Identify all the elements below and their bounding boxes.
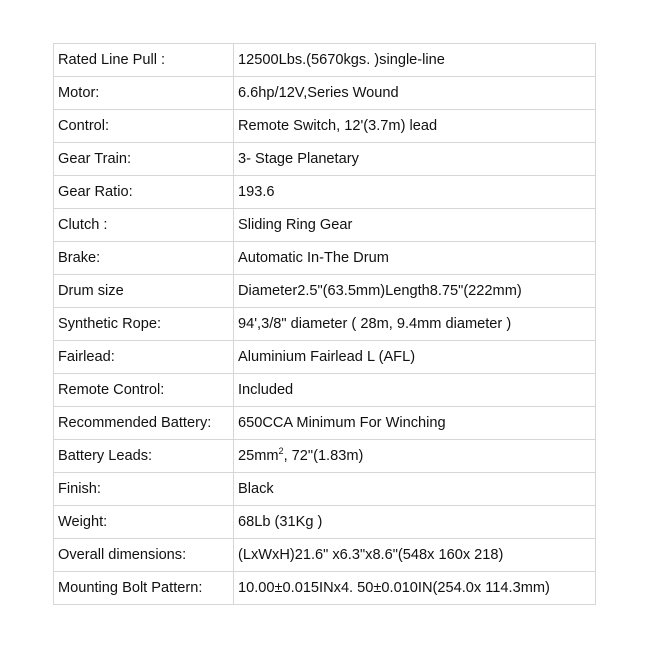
- table-row: [54, 77, 596, 110]
- spec-label: Recommended Battery:: [54, 407, 234, 440]
- spec-value: 94',3/8" diameter ( 28m, 9.4mm diameter ): [234, 308, 596, 341]
- spec-value: 10.00±0.015INx4. 50±0.010IN(254.0x 114.3mm): [234, 572, 596, 605]
- spec-label: Gear Ratio:: [54, 176, 234, 209]
- spec-value-rest: , 72"(1.83m): [283, 447, 364, 464]
- spec-value: Included: [234, 374, 596, 407]
- spec-value: Diameter2.5"(63.5mm)Length8.75"(222mm): [234, 275, 596, 308]
- table-row: [54, 374, 596, 407]
- spec-value: 6.6hp/12V,Series Wound: [234, 77, 596, 110]
- table-row: [54, 209, 596, 242]
- spec-label: Weight:: [54, 506, 234, 539]
- table-row: [54, 308, 596, 341]
- spec-label: Remote Control:: [54, 374, 234, 407]
- table-row: [54, 440, 596, 473]
- table-row: [54, 506, 596, 539]
- table-row: [54, 572, 596, 605]
- spec-label: Gear Train:: [54, 143, 234, 176]
- table-row: [54, 44, 596, 77]
- spec-label: Synthetic Rope:: [54, 308, 234, 341]
- spec-value: (LxWxH)21.6" x6.3"x8.6"(548x 160x 218): [234, 539, 596, 572]
- spec-label: Battery Leads:: [54, 440, 234, 473]
- spec-value: Automatic In-The Drum: [234, 242, 596, 275]
- spec-label: Control:: [54, 110, 234, 143]
- spec-value: 193.6: [234, 176, 596, 209]
- table-row: [54, 473, 596, 506]
- table-row: [54, 407, 596, 440]
- table-row: [54, 242, 596, 275]
- table-row: [54, 176, 596, 209]
- spec-table: [53, 43, 596, 605]
- table-row: [54, 143, 596, 176]
- spec-label: Overall dimensions:: [54, 539, 234, 572]
- spec-value: 3- Stage Planetary: [234, 143, 596, 176]
- spec-value: 12500Lbs.(5670kgs. )single-line: [234, 44, 596, 77]
- spec-value: 68Lb (31Kg ): [234, 506, 596, 539]
- table-row: [54, 341, 596, 374]
- spec-label: Motor:: [54, 77, 234, 110]
- table-row: [54, 275, 596, 308]
- spec-label: Rated Line Pull :: [54, 44, 234, 77]
- spec-value: Sliding Ring Gear: [234, 209, 596, 242]
- spec-value: 650CCA Minimum For Winching: [234, 407, 596, 440]
- spec-value: [234, 440, 596, 473]
- table-row: [54, 539, 596, 572]
- superscript: 2: [278, 445, 284, 456]
- table-row: [54, 110, 596, 143]
- spec-label: Brake:: [54, 242, 234, 275]
- spec-value-main: 25mm: [238, 447, 279, 464]
- spec-label: Finish:: [54, 473, 234, 506]
- spec-label: Mounting Bolt Pattern:: [54, 572, 234, 605]
- spec-value: Aluminium Fairlead L (AFL): [234, 341, 596, 374]
- spec-label: Drum size: [54, 275, 234, 308]
- spec-label: Clutch :: [54, 209, 234, 242]
- spec-value: Black: [234, 473, 596, 506]
- spec-label: Fairlead:: [54, 341, 234, 374]
- spec-value: Remote Switch, 12'(3.7m) lead: [234, 110, 596, 143]
